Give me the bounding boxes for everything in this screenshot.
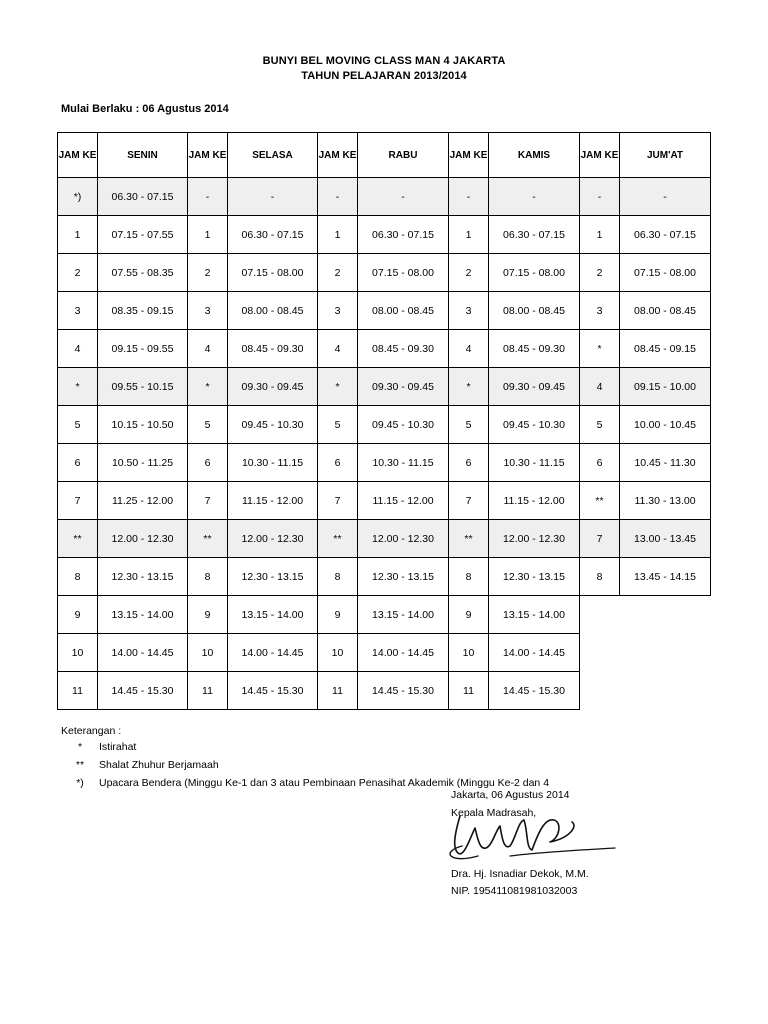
time-cell: 14.00 - 14.45 — [358, 634, 449, 672]
period-cell: 8 — [318, 558, 358, 596]
period-cell: 7 — [449, 482, 489, 520]
period-cell: 11 — [58, 672, 98, 710]
time-cell: 10.15 - 10.50 — [98, 406, 188, 444]
note-text: Upacara Bendera (Minggu Ke-1 dan 3 atau Pembinaan Penasihat Akademik (Minggu Ke-2 dan 4 — [99, 777, 550, 789]
note-text: Shalat Zhuhur Berjamaah — [99, 759, 219, 771]
table-row — [58, 444, 711, 482]
period-cell: 5 — [449, 406, 489, 444]
notes-section — [61, 725, 549, 795]
time-cell: 08.00 - 08.45 — [228, 292, 318, 330]
table-row — [58, 254, 711, 292]
column-header: JAM KE — [449, 133, 489, 178]
period-cell: 2 — [449, 254, 489, 292]
period-cell: - — [580, 178, 620, 216]
column-header: SENIN — [98, 133, 188, 178]
column-header: JAM KE — [580, 133, 620, 178]
sign-nip: NIP. 195411081981032003 — [451, 885, 578, 897]
period-cell: 4 — [449, 330, 489, 368]
period-cell: * — [58, 368, 98, 406]
time-cell: 07.15 - 08.00 — [620, 254, 711, 292]
time-cell: 09.45 - 10.30 — [358, 406, 449, 444]
period-cell: 5 — [188, 406, 228, 444]
time-cell: 08.00 - 08.45 — [358, 292, 449, 330]
period-cell: 7 — [58, 482, 98, 520]
period-cell: - — [188, 178, 228, 216]
time-cell: 07.15 - 08.00 — [489, 254, 580, 292]
time-cell: 14.45 - 15.30 — [228, 672, 318, 710]
time-cell: - — [358, 178, 449, 216]
time-cell: 12.00 - 12.30 — [228, 520, 318, 558]
time-cell: 08.45 - 09.30 — [228, 330, 318, 368]
table-row — [58, 216, 711, 254]
period-cell: 8 — [580, 558, 620, 596]
period-cell: 7 — [580, 520, 620, 558]
time-cell: 09.55 - 10.15 — [98, 368, 188, 406]
time-cell: 06.30 - 07.15 — [489, 216, 580, 254]
time-cell: 14.45 - 15.30 — [358, 672, 449, 710]
period-cell: 4 — [580, 368, 620, 406]
time-cell: 13.00 - 13.45 — [620, 520, 711, 558]
time-cell: 09.30 - 09.45 — [358, 368, 449, 406]
table-row — [58, 292, 711, 330]
period-cell: 3 — [188, 292, 228, 330]
time-cell: 07.15 - 07.55 — [98, 216, 188, 254]
note-item — [61, 741, 549, 759]
period-cell: 9 — [449, 596, 489, 634]
table-row — [58, 178, 711, 216]
empty-cell — [620, 596, 711, 634]
time-cell: 08.00 - 08.45 — [620, 292, 711, 330]
time-cell: 11.25 - 12.00 — [98, 482, 188, 520]
period-cell: 11 — [188, 672, 228, 710]
time-cell: 10.30 - 11.15 — [228, 444, 318, 482]
time-cell: 06.30 - 07.15 — [98, 178, 188, 216]
time-cell: 10.00 - 10.45 — [620, 406, 711, 444]
period-cell: 5 — [580, 406, 620, 444]
note-item — [61, 759, 549, 777]
period-cell: 2 — [318, 254, 358, 292]
period-cell: 9 — [58, 596, 98, 634]
time-cell: 11.30 - 13.00 — [620, 482, 711, 520]
empty-cell — [620, 634, 711, 672]
period-cell: - — [318, 178, 358, 216]
table-row — [58, 596, 711, 634]
period-cell: ** — [58, 520, 98, 558]
period-cell: 2 — [58, 254, 98, 292]
period-cell: 9 — [318, 596, 358, 634]
time-cell: 07.15 - 08.00 — [358, 254, 449, 292]
period-cell: 10 — [318, 634, 358, 672]
column-header: JAM KE — [318, 133, 358, 178]
table-row — [58, 558, 711, 596]
period-cell: 1 — [449, 216, 489, 254]
column-header: JAM KE — [58, 133, 98, 178]
table-row — [58, 368, 711, 406]
column-header: JUM'AT — [620, 133, 711, 178]
period-cell: 1 — [188, 216, 228, 254]
time-cell: 11.15 - 12.00 — [489, 482, 580, 520]
empty-cell — [580, 596, 620, 634]
period-cell: 6 — [318, 444, 358, 482]
table-row — [58, 672, 711, 710]
time-cell: 12.30 - 13.15 — [98, 558, 188, 596]
time-cell: 13.15 - 14.00 — [358, 596, 449, 634]
period-cell: * — [188, 368, 228, 406]
sign-name: Dra. Hj. Isnadiar Dekok, M.M. — [451, 868, 589, 880]
empty-cell — [620, 672, 711, 710]
period-cell: 11 — [449, 672, 489, 710]
column-header: RABU — [358, 133, 449, 178]
time-cell: 11.15 - 12.00 — [228, 482, 318, 520]
note-symbol: ** — [75, 759, 85, 771]
table-row — [58, 406, 711, 444]
period-cell: 5 — [318, 406, 358, 444]
time-cell: 12.30 - 13.15 — [228, 558, 318, 596]
time-cell: 06.30 - 07.15 — [358, 216, 449, 254]
period-cell: 2 — [188, 254, 228, 292]
table-row — [58, 520, 711, 558]
period-cell: 5 — [58, 406, 98, 444]
period-cell: 3 — [318, 292, 358, 330]
time-cell: - — [620, 178, 711, 216]
column-header: SELASA — [228, 133, 318, 178]
time-cell: 10.50 - 11.25 — [98, 444, 188, 482]
time-cell: 14.45 - 15.30 — [98, 672, 188, 710]
time-cell: 09.30 - 09.45 — [228, 368, 318, 406]
period-cell: 9 — [188, 596, 228, 634]
period-cell: - — [449, 178, 489, 216]
table-row — [58, 634, 711, 672]
period-cell: 7 — [318, 482, 358, 520]
time-cell: 13.15 - 14.00 — [489, 596, 580, 634]
time-cell: 13.45 - 14.15 — [620, 558, 711, 596]
time-cell: 07.55 - 08.35 — [98, 254, 188, 292]
time-cell: 10.45 - 11.30 — [620, 444, 711, 482]
period-cell: 1 — [580, 216, 620, 254]
time-cell: 11.15 - 12.00 — [358, 482, 449, 520]
time-cell: 12.00 - 12.30 — [489, 520, 580, 558]
time-cell: 12.30 - 13.15 — [489, 558, 580, 596]
handwritten-signature — [400, 808, 620, 868]
period-cell: 6 — [580, 444, 620, 482]
time-cell: 12.00 - 12.30 — [358, 520, 449, 558]
time-cell: 10.30 - 11.15 — [358, 444, 449, 482]
period-cell: 6 — [449, 444, 489, 482]
period-cell: ** — [580, 482, 620, 520]
period-cell: 3 — [580, 292, 620, 330]
time-cell: 08.45 - 09.15 — [620, 330, 711, 368]
period-cell: 10 — [58, 634, 98, 672]
table-header-row — [58, 133, 711, 178]
time-cell: 09.15 - 09.55 — [98, 330, 188, 368]
time-cell: 09.45 - 10.30 — [489, 406, 580, 444]
time-cell: 08.35 - 09.15 — [98, 292, 188, 330]
time-cell: 10.30 - 11.15 — [489, 444, 580, 482]
document-title: BUNYI BEL MOVING CLASS MAN 4 JAKARTA — [262, 55, 506, 67]
note-symbol: * — [77, 741, 83, 753]
period-cell: 4 — [58, 330, 98, 368]
period-cell: 4 — [318, 330, 358, 368]
sign-role: Kepala Madrasah, — [451, 807, 537, 819]
period-cell: 10 — [449, 634, 489, 672]
period-cell: * — [580, 330, 620, 368]
notes-heading: Keterangan : — [61, 725, 122, 737]
time-cell: 09.30 - 09.45 — [489, 368, 580, 406]
time-cell: 09.15 - 10.00 — [620, 368, 711, 406]
empty-cell — [580, 634, 620, 672]
time-cell: 14.00 - 14.45 — [98, 634, 188, 672]
table-row — [58, 482, 711, 520]
time-cell: 12.30 - 13.15 — [358, 558, 449, 596]
table-row — [58, 330, 711, 368]
period-cell: 7 — [188, 482, 228, 520]
period-cell: 6 — [188, 444, 228, 482]
period-cell: ** — [449, 520, 489, 558]
empty-cell — [580, 672, 620, 710]
period-cell: * — [449, 368, 489, 406]
period-cell: *) — [58, 178, 98, 216]
document-subtitle: TAHUN PELAJARAN 2013/2014 — [301, 70, 467, 82]
sign-place-date: Jakarta, 06 Agustus 2014 — [451, 789, 570, 801]
time-cell: 09.45 - 10.30 — [228, 406, 318, 444]
note-symbol: *) — [76, 777, 84, 789]
period-cell: 3 — [58, 292, 98, 330]
time-cell: 06.30 - 07.15 — [228, 216, 318, 254]
time-cell: 07.15 - 08.00 — [228, 254, 318, 292]
time-cell: 13.15 - 14.00 — [228, 596, 318, 634]
period-cell: 1 — [58, 216, 98, 254]
time-cell: - — [228, 178, 318, 216]
period-cell: 10 — [188, 634, 228, 672]
column-header: KAMIS — [489, 133, 580, 178]
time-cell: 08.00 - 08.45 — [489, 292, 580, 330]
period-cell: 4 — [188, 330, 228, 368]
column-header: JAM KE — [188, 133, 228, 178]
time-cell: 14.00 - 14.45 — [228, 634, 318, 672]
period-cell: ** — [318, 520, 358, 558]
note-text: Istirahat — [99, 741, 137, 753]
time-cell: 08.45 - 09.30 — [489, 330, 580, 368]
period-cell: 8 — [449, 558, 489, 596]
time-cell: - — [489, 178, 580, 216]
period-cell: 2 — [580, 254, 620, 292]
table-body — [58, 178, 711, 710]
effective-date: Mulai Berlaku : 06 Agustus 2014 — [61, 103, 229, 115]
period-cell: 3 — [449, 292, 489, 330]
time-cell: 06.30 - 07.15 — [620, 216, 711, 254]
time-cell: 12.00 - 12.30 — [98, 520, 188, 558]
period-cell: 8 — [58, 558, 98, 596]
period-cell: 6 — [58, 444, 98, 482]
period-cell: ** — [188, 520, 228, 558]
period-cell: * — [318, 368, 358, 406]
time-cell: 13.15 - 14.00 — [98, 596, 188, 634]
time-cell: 08.45 - 09.30 — [358, 330, 449, 368]
time-cell: 14.45 - 15.30 — [489, 672, 580, 710]
time-cell: 14.00 - 14.45 — [489, 634, 580, 672]
bell-schedule-table — [57, 132, 711, 710]
period-cell: 11 — [318, 672, 358, 710]
period-cell: 1 — [318, 216, 358, 254]
period-cell: 8 — [188, 558, 228, 596]
